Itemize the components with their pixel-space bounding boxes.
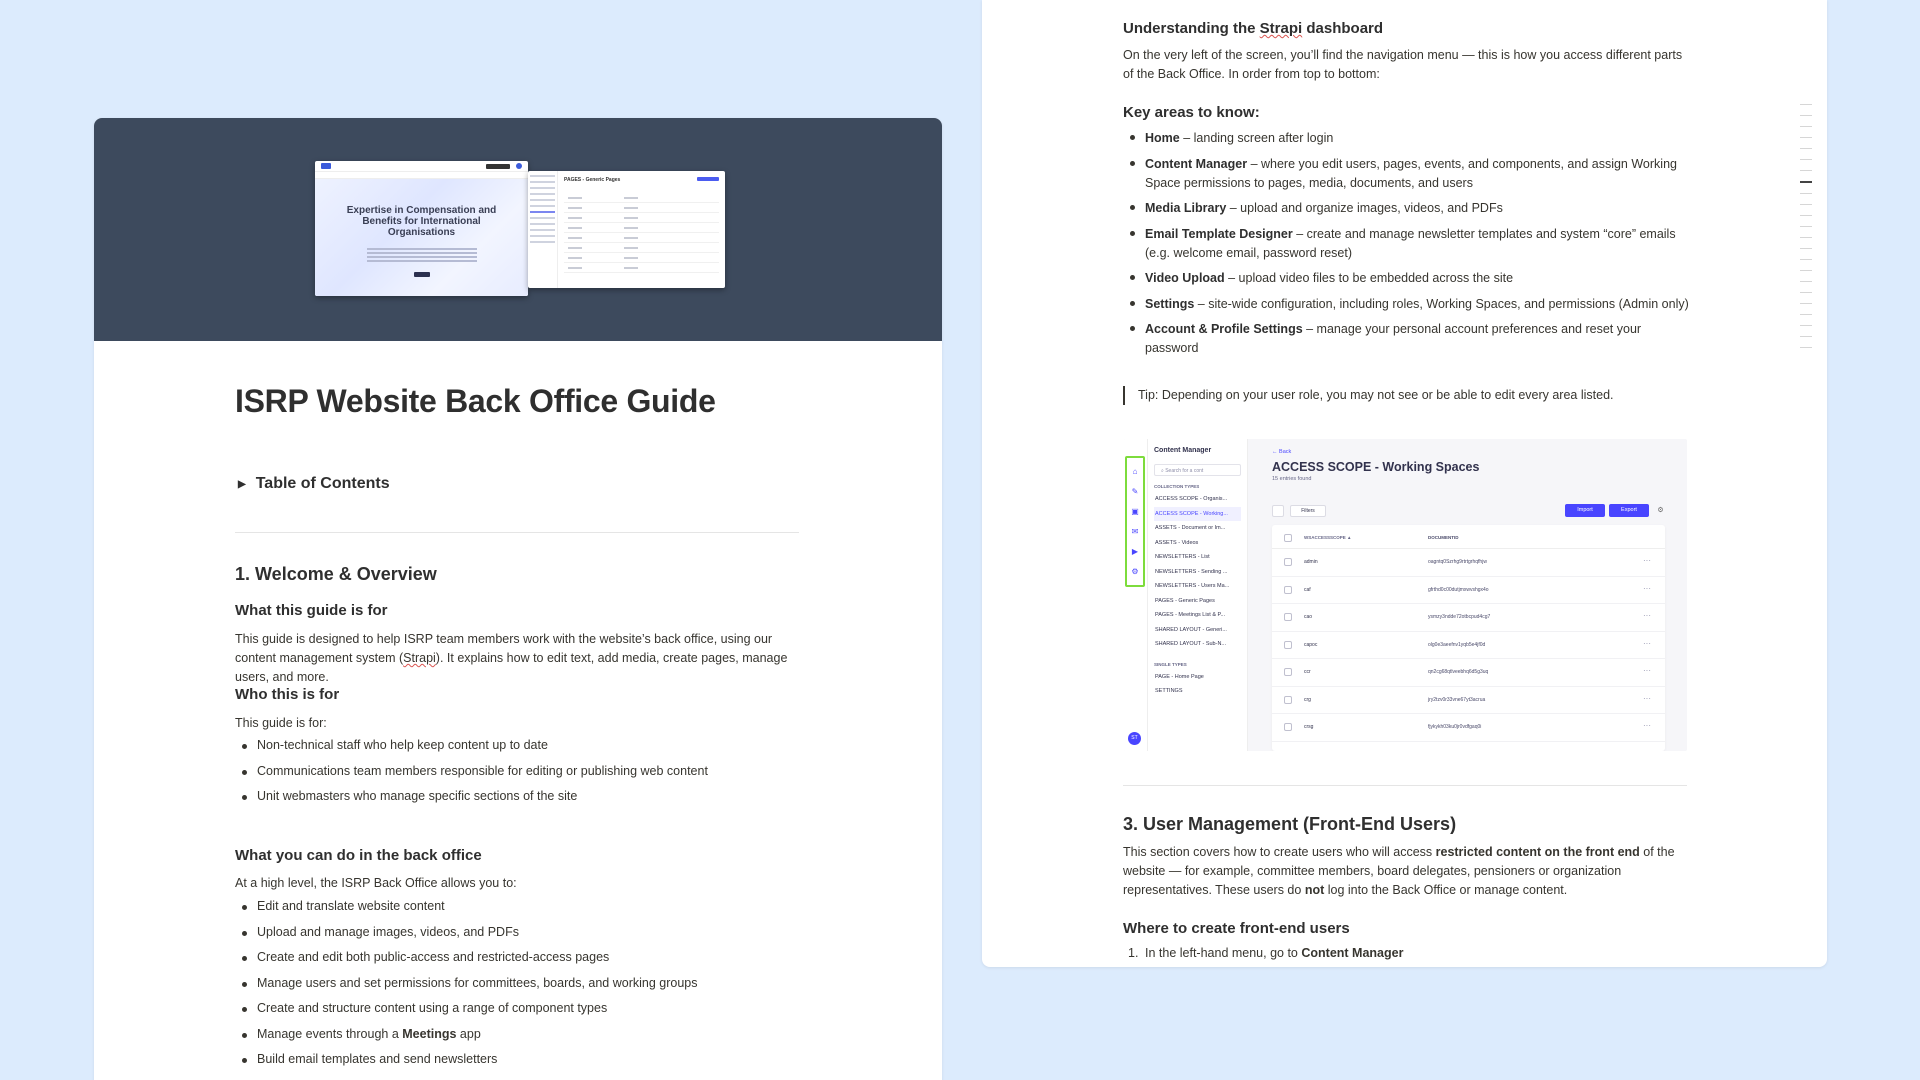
outline-rail[interactable]	[1800, 104, 1812, 358]
import-button: Import	[1565, 504, 1605, 517]
avatar: ST	[1128, 732, 1141, 745]
website-preview-screenshot	[315, 161, 528, 296]
menu-item: NEWSLETTERS - List	[1155, 554, 1210, 560]
table-row: ccr qn2cg68qtlveebhq6d5g3uq ···	[1272, 659, 1665, 687]
menu-item: NEWSLETTERS - Sending ...	[1155, 568, 1228, 575]
entries-count: 15 entries found	[1272, 476, 1312, 482]
list-item: Media Library – upload and organize images, videos, and PDFs	[1123, 199, 1693, 218]
preview-search-bar	[315, 171, 528, 179]
key-areas-list	[1123, 129, 1693, 365]
preview-hero-text	[367, 248, 477, 262]
tip-callout: Tip: Depending on your user role, you may not see or be able to edit every area listed.	[1123, 386, 1614, 405]
menu-item: ASSETS - Document or Im...	[1155, 525, 1226, 531]
select-all-checkbox	[1284, 534, 1292, 542]
paragraph-navigation-intro: On the very left of the screen, you’ll find the navigation menu — this is how you access different parts of the Back Office. In order from top to bottom:	[1123, 48, 1683, 81]
paragraph-who-intro: This guide is for:	[235, 716, 327, 730]
menu-item: SETTINGS	[1155, 688, 1183, 694]
divider	[235, 532, 799, 533]
video-icon: ▶	[1131, 547, 1139, 556]
search-icon	[1272, 505, 1284, 517]
export-button: Export	[1609, 504, 1649, 517]
paragraph-guide-purpose: This guide is designed to help ISRP team members work with the website’s back office, using our content management system (Strapi). It explains how to edit text, add media, create pages, manage users, and more.	[235, 632, 788, 684]
column-header: DOCUMENTID	[1428, 535, 1459, 540]
preview-avatar	[516, 163, 522, 169]
step-number: 1.	[1128, 946, 1139, 960]
menu-item: NEWSLETTERS - Users Ma...	[1155, 583, 1230, 589]
preview-nav-button	[486, 164, 510, 169]
heading-where-to-create-users: Where to create front-end users	[1123, 920, 1350, 937]
guide-page-left	[94, 118, 942, 1080]
cms-preview-button	[697, 177, 719, 181]
table-row: cao ysmzy3ndde72otbcpud4cg7 ···	[1272, 604, 1665, 632]
list-item: Upload and manage images, videos, and PDFs	[235, 925, 698, 951]
preview-hero-button	[414, 272, 430, 277]
list-item: Video Upload – upload video files to be embedded across the site	[1123, 269, 1693, 288]
spellcheck-word: Strapi	[403, 651, 436, 665]
list-item: Content Manager – where you edit users, pages, events, and components, and assign Working Space permissions to pages, media, documents, and users	[1123, 155, 1693, 193]
section-label: COLLECTION TYPES	[1154, 484, 1200, 489]
toc-label: Table of Contents	[255, 475, 390, 492]
list-item: Create and edit both public-access and restricted-access pages	[235, 950, 698, 976]
cms-preview-title: PAGES - Generic Pages	[564, 177, 621, 183]
table-of-contents-toggle[interactable]	[238, 475, 390, 493]
strapi-icon-rail	[1124, 439, 1148, 751]
page-title: ISRP Website Back Office Guide	[235, 383, 716, 419]
search-input: ⌕ Search for a cont	[1154, 464, 1241, 476]
list-item: Build email templates and send newsletters	[235, 1052, 698, 1078]
strapi-content-menu	[1148, 439, 1248, 751]
menu-item: SHARED LAYOUT - Sub-N...	[1155, 641, 1227, 647]
section-heading-user-management: 3. User Management (Front-End Users)	[1123, 814, 1457, 834]
list-item: Non-technical staff who help keep content up to date	[235, 738, 708, 764]
list-item: Email Template Designer – create and manage newsletter templates and system “core” emails (e.g. welcome email, password reset)	[1123, 225, 1693, 263]
table-row: caf gfrthd0c00dutjmxwvshgx4o ···	[1272, 577, 1665, 605]
step-list: 1. In the left-hand menu, go to Content Manager	[1123, 946, 1403, 960]
menu-title: Content Manager	[1154, 447, 1212, 454]
navigation-highlight	[1125, 456, 1145, 587]
cms-preview-sidebar	[528, 171, 558, 288]
list-item: Account & Profile Settings – manage your personal account preferences and reset your password	[1123, 320, 1693, 358]
menu-item: SHARED LAYOUT - Generi...	[1155, 626, 1227, 633]
list-item: Edit and translate website content	[235, 899, 698, 925]
divider	[1123, 785, 1687, 786]
email-icon: ✉	[1131, 527, 1139, 536]
list-item: Unit webmasters who manage specific sections of the site	[235, 789, 708, 815]
column-header: WSACCESSSCOPE ▲	[1304, 535, 1352, 540]
cms-preview-screenshot	[528, 171, 725, 288]
heading-key-areas: Key areas to know:	[1123, 104, 1260, 121]
list-item: Create and structure content using a range of component types	[235, 1001, 698, 1027]
strapi-dashboard-screenshot	[1124, 439, 1687, 751]
heading-who-this-is-for: Who this is for	[235, 686, 340, 703]
table-header	[1272, 525, 1665, 549]
strapi-toolbar	[1272, 504, 1665, 518]
menu-item-active: ACCESS SCOPE - Working...	[1154, 507, 1241, 522]
table-row: crg jry2tzv0r33vne67yt3acrua ···	[1272, 687, 1665, 715]
collection-title: ACCESS SCOPE - Working Spaces	[1272, 460, 1480, 474]
spellcheck-word: Strapi	[1259, 20, 1303, 37]
paragraph-user-management: This section covers how to create users who will access restricted content on the front end of the website — for example, committee members, board delegates, pensioners or organization representatives. These users do not log into the Back Office or manage content.	[1123, 845, 1675, 897]
list-item: Manage users and set permissions for committees, boards, and working groups	[235, 976, 698, 1002]
guide-page-right	[982, 0, 1827, 967]
paragraph-can-intro: At a high level, the ISRP Back Office allows you to:	[235, 876, 517, 890]
back-link: ← Back	[1272, 449, 1292, 455]
heading-what-you-can-do: What you can do in the back office	[235, 847, 482, 864]
list-item: Settings – site-wide configuration, including roles, Working Spaces, and permissions (Admin only)	[1123, 295, 1693, 314]
list-item: Home – landing screen after login	[1123, 129, 1693, 148]
entries-table	[1272, 525, 1665, 751]
menu-item: PAGES - Generic Pages	[1155, 597, 1215, 604]
table-row: crsg fjykykh03ku0jr0vdfgaq0i ···	[1272, 714, 1665, 742]
section-heading-welcome: 1. Welcome & Overview	[235, 564, 437, 584]
gear-icon: ⚙	[1131, 567, 1139, 576]
home-icon: ⌂	[1132, 467, 1138, 476]
heading-what-this-guide-is-for: What this guide is for	[235, 602, 388, 619]
filters-button: Filters	[1290, 505, 1326, 517]
menu-item: PAGES - Meetings List & P...	[1155, 612, 1226, 618]
list-item: Communications team members responsible for editing or publishing web content	[235, 764, 708, 790]
cms-preview-main	[558, 171, 725, 288]
table-row: admin oagntq0Szrhg9rtrtgrhqfhjw ···	[1272, 549, 1665, 577]
cover-image	[94, 118, 942, 341]
section-label: SINGLE TYPES	[1154, 661, 1187, 667]
who-list	[235, 738, 708, 815]
feather-icon: ✎	[1131, 487, 1139, 496]
menu-item: ASSETS - Videos	[1155, 539, 1199, 546]
preview-nav	[315, 161, 528, 171]
can-list	[235, 899, 698, 1078]
preview-logo	[321, 163, 331, 169]
list-item: Manage events through a Meetings app	[235, 1027, 698, 1053]
preview-hero-title: Expertise in Compensation and Benefits for International Organisations	[346, 205, 497, 238]
gear-icon: ⚙	[1657, 507, 1664, 514]
heading-understanding-dashboard: Understanding the Strapi dashboard	[1123, 20, 1384, 37]
menu-item: PAGE - Home Page	[1155, 673, 1204, 680]
table-row: capoc olg0e3aeefnv1yqb5e4jf0d ···	[1272, 632, 1665, 660]
triangle-right-icon[interactable]: ▶	[238, 478, 246, 490]
preview-hero	[315, 179, 528, 296]
menu-item: ACCESS SCOPE - Organis...	[1155, 496, 1228, 502]
image-icon: ▣	[1131, 507, 1139, 516]
